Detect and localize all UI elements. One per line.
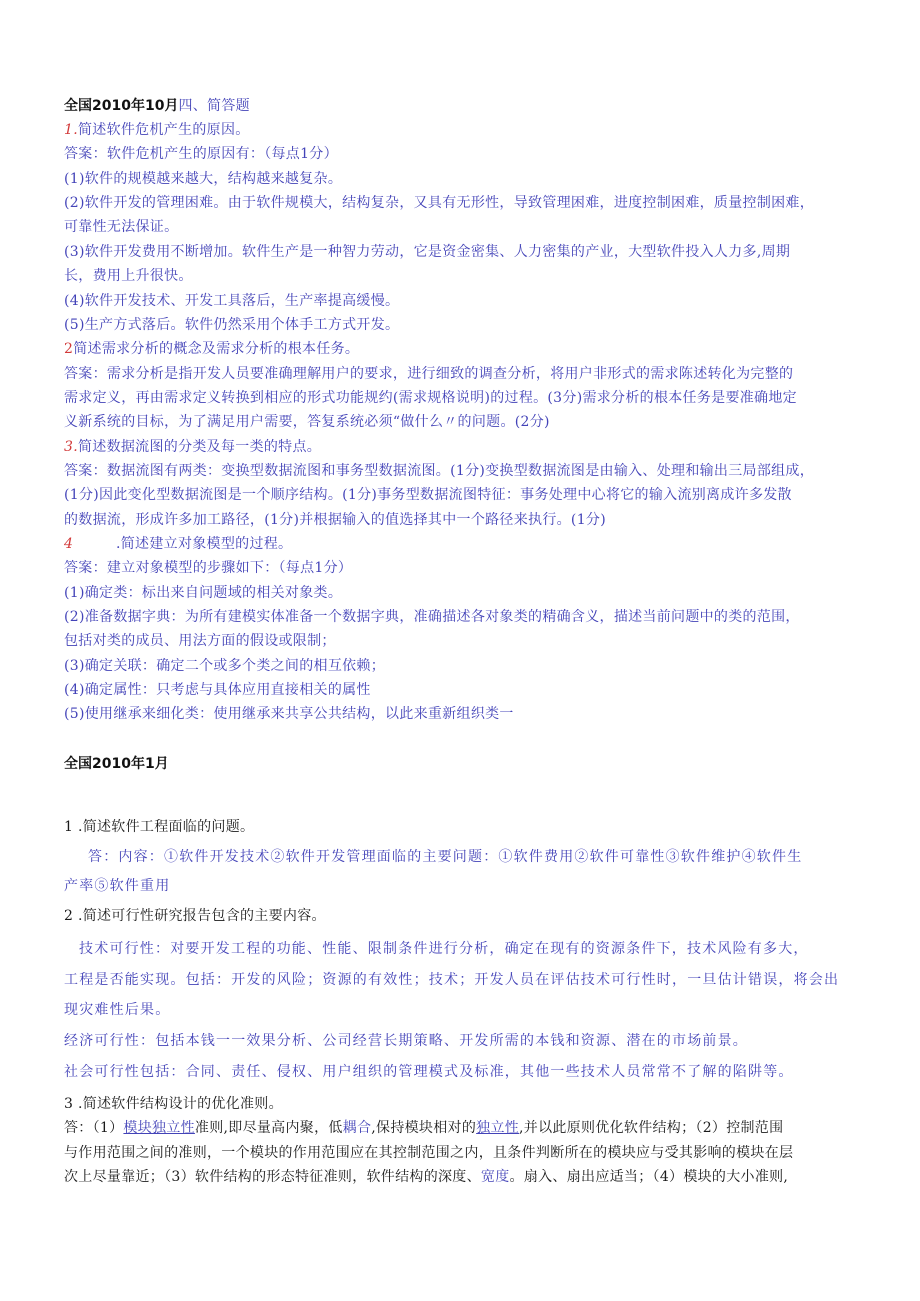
- s2-answer-3-line-3: 次上尽量靠近；（3）软件结构的形态特征准则，软件结构的深度、宽度。扇入、扇出应适当；（4）模块的大小准则,: [64, 1169, 789, 1185]
- answer-1-point-4: (4)软件开发技术、开发工具落后，生产率提高缓慢。: [64, 293, 400, 309]
- s2-answer-2-line-2: 工程是否能实现。包括：开发的风险；资源的有效性；技术；开发人员在评估技术可行性时，一旦估计错误，将会出: [64, 972, 840, 988]
- term-width: 宽度: [480, 1169, 510, 1185]
- answer-4-point-3: (3)确定关联：确定二个或多个类之间的相互依赖；: [64, 658, 386, 674]
- question-3: 3.简述数据流图的分类及每一类的特点。: [64, 439, 322, 455]
- answer-4-point-4: (4)确定属性：只考虑与具体应用直接相关的属性: [64, 682, 371, 698]
- term-coupling: 耦合: [342, 1120, 372, 1136]
- question-2: 2简述需求分析的概念及需求分析的根本任务。: [64, 341, 360, 357]
- s2-answer-2-line-4: 经济可行性：包括本钱一一效果分析、公司经营长期策略、开发所需的本钱和资源、潜在的市场前景。: [64, 1033, 748, 1049]
- s2-answer-2-line-3: 现灾难性后果。: [64, 1002, 171, 1018]
- answer-4-point-5: (5)使用继承来细化类：使用继承来共享公共结构，以此来重新组织类一: [64, 706, 514, 722]
- s2-question-3: 3 .简述软件结构设计的优化准则。: [64, 1096, 283, 1112]
- s2-answer-3-line-2: 与作用范围之间的准则，一个模块的作用范围应在其控制范围之内，且条件判断所在的模块应与受其影响的模块在层: [64, 1145, 794, 1161]
- answer-2-line-3: 义新系统的目标，为了满足用户需要，答复系统必须“做什么〃的问题。(2分): [64, 414, 550, 430]
- section-heading-jan-2010: 全国2010年1月: [64, 756, 169, 772]
- answer-1-point-1: (1)软件的规模越来越大，结构越来越复杂。: [64, 171, 343, 187]
- s2-answer-2-line-5: 社会可行性包括：合同、责任、侵权、用户组织的管理模式及标准，其他一些技术人员常常不了解的陷阱等。: [64, 1064, 794, 1080]
- s2-question-2: 2 .简述可行性研究报告包含的主要内容。: [64, 908, 326, 924]
- term-independence: 独立性: [476, 1120, 520, 1136]
- answer-3-line-3: 的数据流，形成许多加工路径，(1分)并根据输入的值选择其中一个路径来执行。(1分): [64, 512, 606, 528]
- answer-1-intro: 答案：软件危机产生的原因有：（每点1分）: [64, 146, 338, 162]
- answer-1-point-3b: 长，费用上升很快。: [64, 268, 193, 284]
- answer-1-point-2b: 可靠性无法保证。: [64, 219, 179, 235]
- question-1: 1.简述软件危机产生的原因。: [64, 122, 250, 138]
- question-4: 4 .简述建立对象模型的过程。: [64, 536, 293, 552]
- answer-3-line-2: (1分)因此变化型数据流图是一个顺序结构。(1分)事务型数据流图特征：事务处理中心将它的输入流别离成许多发散: [64, 487, 792, 503]
- answer-2-line-2: 需求定义，再由需求定义转换到相应的形式功能规约(需求规格说明)的过程。(3分)需求分析的根本任务是要准确地定: [64, 390, 797, 406]
- answer-4-intro: 答案：建立对象模型的步骤如下：（每点1分）: [64, 560, 353, 576]
- answer-1-point-3a: (3)软件开发费用不断增加。软件生产是一种智力劳动，它是资金密集、人力密集的产业，大型软件投入人力多,周期: [64, 244, 791, 260]
- answer-3-line-1: 答案：数据流图有两类：变换型数据流图和事务型数据流图。(1分)变换型数据流图是由输入、处理和输出三局部组成，: [64, 463, 815, 479]
- answer-4-point-2a: (2)准备数据字典：为所有建模实体准备一个数据字典，准确描述各对象类的精确含义，描述当前问题中的类的范围，: [64, 609, 800, 625]
- s2-question-1: 1 .简述软件工程面临的问题。: [64, 819, 255, 835]
- answer-1-point-2a: (2)软件开发的管理困难。由于软件规模大，结构复杂，又具有无形性，导致管理困难，进度控制困难，质量控制困难，: [64, 195, 815, 211]
- s2-answer-1-line-1: 答：内容：①软件开发技术②软件开发管理面临的主要问题：①软件费用②软件可靠性③软件维护④软件生: [88, 849, 803, 865]
- s2-answer-1-line-2: 产率⑤软件重用: [64, 878, 171, 894]
- s2-answer-3-line-1: 答：（1）模块独立性准则,即尽量高内聚，低耦合,保持模块相对的独立性,并以此原则优化软件结构；（2）控制范围: [64, 1120, 784, 1136]
- term-module-independence: 模块独立性: [123, 1120, 195, 1136]
- section-heading-oct-2010: 全国2010年10月四、简答题: [64, 98, 250, 114]
- s2-answer-2-line-1: 技术可行性：对要开发工程的功能、性能、限制条件进行分析，确定在现有的资源条件下，技术风险有多大，: [79, 941, 809, 957]
- answer-1-point-5: (5)生产方式落后。软件仍然采用个体手工方式开发。: [64, 317, 400, 333]
- answer-4-point-1: (1)确定类：标出来自问题域的相关对象类。: [64, 585, 343, 601]
- answer-2-line-1: 答案：需求分析是指开发人员要准确理解用户的要求，进行细致的调查分析，将用户非形式的需求陈述转化为完整的: [64, 366, 794, 382]
- answer-4-point-2b: 包括对类的成员、用法方面的假设或限制；: [64, 633, 336, 649]
